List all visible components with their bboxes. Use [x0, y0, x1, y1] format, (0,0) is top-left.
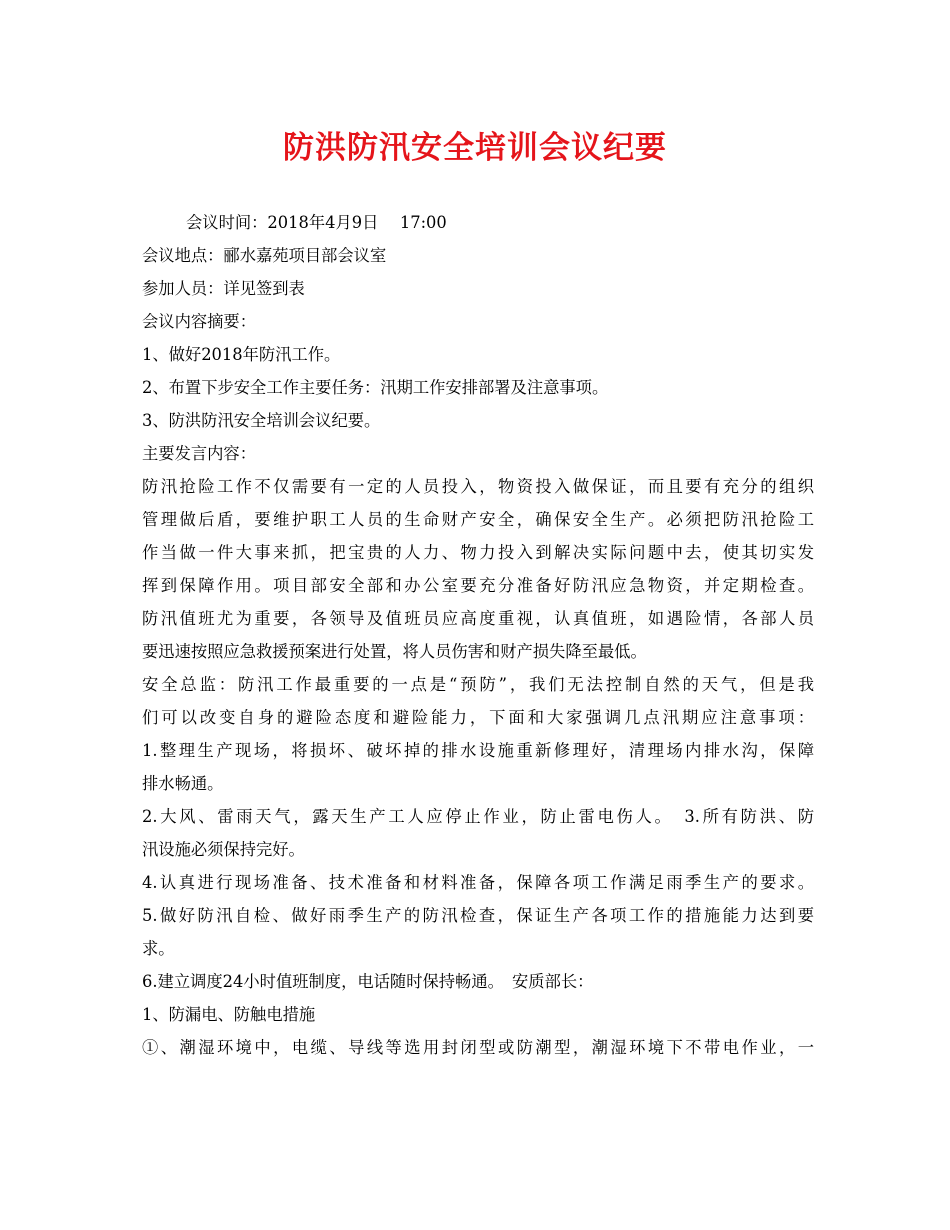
notice-item-5-cont: 求。 — [142, 939, 175, 958]
document-body — [142, 206, 814, 1064]
paragraph-line: 挥到保障作用。项目部安全部和办公室要充分准备好防汛应急物资，并定期检查。 — [142, 576, 814, 595]
notice-item-5: 5.做好防汛自检、做好雨季生产的防汛检查，保证生产各项工作的措施能力达到要 — [142, 906, 814, 925]
notice-item-1-cont: 排水畅通。 — [142, 774, 224, 793]
paragraph-line: 们可以改变自身的避险态度和避险能力，下面和大家强调几点汛期应注意事项： — [142, 708, 814, 727]
measure-heading: 1、防漏电、防触电措施 — [142, 1005, 316, 1024]
document-title: 防洪防汛安全培训会议纪要 — [283, 130, 667, 166]
summary-heading: 会议内容摘要： — [142, 312, 256, 331]
notice-item-3-cont: 汛设施必须保持完好。 — [142, 840, 305, 859]
paragraph-line: 防汛值班尤为重要，各领导及值班员应高度重视，认真值班，如遇险情，各部人员 — [142, 609, 814, 628]
paragraph-line: 要迅速按照应急救援预案进行处置，将人员伤害和财产损失降至最低。 — [142, 642, 647, 661]
notice-item-1: 1.整理生产现场，将损坏、破坏掉的排水设施重新修理好，清理场内排水沟，保障 — [142, 741, 814, 760]
speech-heading: 主要发言内容： — [142, 444, 256, 463]
paragraph-line: 防汛抢险工作不仅需要有一定的人员投入，物资投入做保证，而且要有充分的组织 — [142, 477, 814, 496]
meeting-location-line: 会议地点：郦水嘉苑项目部会议室 — [142, 246, 387, 265]
paragraph-line: 作当做一件大事来抓，把宝贵的人力、物力投入到解决实际问题中去，使其切实发 — [142, 543, 814, 562]
paragraph-line: 安全总监：防汛工作最重要的一点是“预防”，我们无法控制自然的天气，但是我 — [142, 675, 814, 694]
notice-item-2: 2.大风、雷雨天气，露天生产工人应停止作业，防止雷电伤人。 3.所有防洪、防 — [142, 807, 814, 826]
paragraph-line: 管理做后盾，要维护职工人员的生命财产安全，确保安全生产。必须把防汛抢险工 — [142, 510, 814, 529]
attendees-line: 参加人员：详见签到表 — [142, 279, 305, 298]
notice-item-6: 6.建立调度24小时值班制度，电话随时保持畅通。 安质部长： — [142, 972, 594, 991]
summary-item-1: 1、做好2018年防汛工作。 — [142, 345, 341, 364]
meeting-time-line: 会议时间：2018年4月9日 17:00 — [186, 213, 447, 232]
summary-item-3: 3、防洪防汛安全培训会议纪要。 — [142, 411, 381, 430]
notice-item-4: 4.认真进行现场准备、技术准备和材料准备，保障各项工作满足雨季生产的要求。 — [142, 873, 814, 892]
summary-item-2: 2、布置下步安全工作主要任务：汛期工作安排部署及注意事项。 — [142, 378, 609, 397]
measure-item-1: ①、潮湿环境中，电缆、导线等选用封闭型或防潮型，潮湿环境下不带电作业，一 — [142, 1038, 814, 1057]
